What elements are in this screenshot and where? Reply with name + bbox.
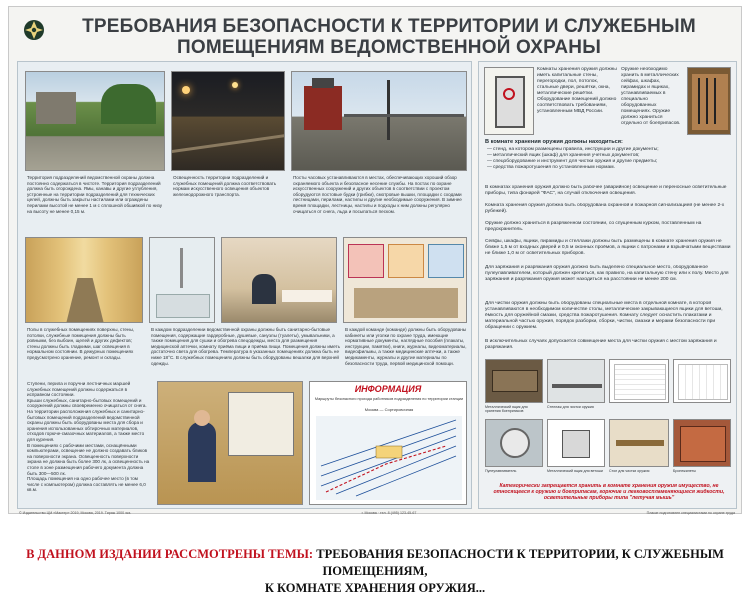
armory-para-storage: Оружие должно храниться в разряженном состоянии, со спущенным курком, поставленным на предохранитель. <box>485 221 702 232</box>
thumb-cleaning-table <box>609 419 669 467</box>
armory-para-cleaning: Для чистки оружия должны быть оборудованы специальные места в отдельной комнате, в которой устанавливаются в необходимом количестве столы, металлические закрывающиеся ящики для ветоши, ёмкость для оружейной смазки, средства пожаротушения. Комнату следует оснастить плакатами и материальной частью оружия, порядок разборки, сборки, чистки, смазки и мерами безопасности при обращении с оружием. <box>485 301 723 330</box>
footer-lead: В ДАННОМ ИЗДАНИИ РАССМОТРЕНЫ ТЕМЫ: <box>26 547 314 561</box>
footer-topics <box>0 546 750 597</box>
photo-corridor <box>25 237 143 323</box>
thumb-caption: Бронежилеты <box>673 469 696 473</box>
caption-rooms: В каждом подразделении ведомственной охраны должны быть санитарно-бытовые помещения, содержащие гардеробные, душевые, санузлы (туалеты), умывальники, а также помещения для сушки и обогрева спецодежды, места для размещения медицинской аптечки, комнату приёма пищи и приёма пищи. Помещения должны иметь достаточно света для обогрева. Температура в указанных помещениях должна быть не ниже 18°С. В служебных помещениях должны быть оборудованы вешалки для верхней одежды. <box>151 327 340 366</box>
info-board-title: ИНФОРМАЦИЯ <box>354 384 422 394</box>
credit-right: Плакат подготовлен специалистами по охране труда <box>646 511 735 515</box>
armory-box-note: Оружие необходимо хранить в металлических сейфах, шкафах, пирамидах и ящиках, устанавливаемых в специально оборудованных помещениях. Оружие должно храниться отдельно от боеприпасов. <box>621 67 681 126</box>
credit-left: © Издательство ЦМ «Мактер» 2019, Москва, 2019. Тираж 1000 экз. <box>19 511 132 515</box>
photo-shower-room <box>149 237 215 323</box>
caption-stairs: Ступени, перила и поручни лестничных маршей служебных помещений должны содержаться в исправном состоянии. Крыши служебных, санитарно-бытовых помещений и сооружений должны своевременно очищаться от снега. На территории расположения служебных и санитарно-бытовых помещений подразделений ведомственной охраны должны быть оборудованы места для сбора и хранения использованных обтирочных материалов, отходов горюче-смазочных материалов, а также место для курения. В помещениях с рабочими местами, оснащёнными компьютерами, освещение не должно создавать бликов на поверхности экрана. Освещенность поверхности экрана не должна быть более 300 лк, а освещенность на столе в зоне размещения рабочего документа должна быть 300—500 лк. Площадь помещения на одно рабочее место (в том числе с компьютером) должна составлять не менее 6,0 кв.м. <box>27 381 150 493</box>
poster-title-line2: ПОМЕЩЕНИЯМ ВЕДОМСТВЕННОЙ ОХРАНЫ <box>176 37 602 58</box>
info-board-subtitle: Маршруты безопасного прохода работников подразделения по территории станции <box>314 397 464 401</box>
photo-weapon-cabinet <box>687 67 731 135</box>
thumb-caption: Пулеулавливатель <box>485 469 517 473</box>
photo-territory <box>25 71 165 171</box>
thumb-poster-a <box>609 359 669 403</box>
armory-para-exception: В исключительных случаях допускается совмещение места для чистки оружия с местом заряжания и разряжания. <box>485 339 717 350</box>
armory-para-loading: Для заряжания и разряжания оружия должно быть выделено специальное место, оборудованное пулеулавливателем, который должен крепиться, как правило, на капитальную стену или к полу. Место для заряжания и разряжания оружия может находиться на расстоянии не менее 200 см. <box>485 265 729 282</box>
photo-guard-post <box>291 71 467 171</box>
thumb-poster-b <box>673 359 731 403</box>
footer-text-1: ТРЕБОВАНИЯ БЕЗОПАСНОСТИ К ТЕРРИТОРИИ, К СЛУЖЕБНЫМ ПОМЕЩЕНИЯМ, <box>313 547 724 578</box>
photo-computer-operator <box>157 381 303 505</box>
station-map <box>316 416 462 500</box>
info-board-place: Москва — Сортировочная <box>364 407 414 412</box>
caption-territory: Территория подразделений ведомственной охраны должна постоянно содержаться в чистоте. Территория подразделений должна быть огорождена. Ямы, канавы и другие углубления, устроенные на территории подразделений для технических целей, должны быть закрыты настилами или ограждены перилами высотой не менее 1 м с сплошной обшивкой по низу на высоту не менее 0,15 м. <box>27 175 163 214</box>
thumb-rag-box <box>547 419 605 467</box>
footer-text-2: К КОМНАТЕ ХРАНЕНИЯ ОРУЖИЯ... <box>264 581 486 595</box>
armory-para-placement: Сейфы, шкафы, ящики, пирамиды и стеллажи должны быть размещены в комнате хранения оружия не ближе 1,5 м от входных дверей и 0,5 м оконных проёмов, а ящики с патронами и взрывчатыми веществами не ближе 1,0 м от осветительных приборов. <box>485 239 731 256</box>
thumb-bullet-trap <box>485 419 543 467</box>
emblem-icon <box>23 17 45 43</box>
armory-warning: Категорически запрещается хранить в комнате хранения оружия имущество, не относящееся к оружию и боеприпасам, горючие и легковоспламеняющиеся жидкости, осветительные приборы типа "летучая мышь" <box>493 483 725 502</box>
safety-poster <box>8 6 742 514</box>
list-item: — средства пожаротушения по установленным нормам. <box>487 165 731 171</box>
thumb-caption: Металлический ящик для хранения боеприпасов <box>485 405 528 414</box>
photo-night-station <box>171 71 285 171</box>
caption-posts: Посты часовых устанавливаются в местах, обеспечивающих хороший обзор охраняемого объекта и безопасное несение службы. На постах по охране искусственных сооружений и других объектов в соответствии с проектом оборудуются постовые будки (грибки), смотровые вышки, площадки с сходами лестницами, перилами, настилы и другие необходимые сооружения. В зимнее время площадки, лестницы, настилы и подходы к ним должны регулярно очищаться от снега, льда и посыпаться песком. <box>293 175 462 214</box>
caption-duty: В каждой команде (команде) должны быть оборудованы кабинеты или уголки по охране труда, имеющие нормативные документы, наглядные пособия (плакаты, инструкции, памятки), книги, журналы, видеоматериалы, видеофильмы, а также медицинские аптечки, а также медикаменты, журналы и другие материалы по безопасности труда, первой медицинской помощи. <box>345 327 467 366</box>
list-item: — металлический ящик (шкаф) для хранения учетных документов; <box>487 153 731 159</box>
thumb-caption: Стеллаж для чистки оружия <box>547 405 594 409</box>
armory-must-have-heading: В комнате хранения оружия должны находиться: <box>485 139 623 145</box>
photo-safety-corner <box>343 237 467 323</box>
photo-armory-door <box>484 67 534 135</box>
photo-break-room <box>221 237 337 323</box>
caption-lighting: Освещенность территории подразделений и служебных помещений должна соответствовать нормам искусственного освещения объектов железнодорожного транспорта. <box>173 175 277 197</box>
armory-must-have-list <box>487 147 731 177</box>
list-item: — стенд, на котором размещены правила, инструкции и другие документы; <box>487 147 731 153</box>
armory-para-lighting: В комнатах хранения оружия должно быть рабочее (аварийное) освещение и переносные осветительные приборы, типа фонарей "ФАС", на случай отключения освещения. <box>485 185 727 196</box>
armory-para-alarm: Комната хранения оружия должна быть оборудована охранной и пожарной сигнализацией (не менее 2-х рубежей). <box>485 203 725 214</box>
list-item: — спецоборудование и инструмент для чистки оружия и другие предметы; <box>487 159 731 165</box>
info-board <box>309 381 467 505</box>
thumb-caption: Металлический ящик для ветоши <box>547 469 603 473</box>
poster-title <box>57 16 721 58</box>
thumb-armor-vests <box>673 419 731 467</box>
thumb-ammo-box <box>485 359 543 403</box>
credit-center: г. Москва · тел. 8 (495) 123-45-67 <box>361 511 417 515</box>
poster-title-line1: ТРЕБОВАНИЯ БЕЗОПАСНОСТИ К ТЕРРИТОРИИ И СЛУЖЕБНЫМ <box>82 16 696 37</box>
armory-intro: Комнаты хранения оружия должны иметь капитальные стены, перегородки, пол, потолок, стальные двери, решётки, окна, металлические решётки. Оборудование помещений должно соответствовать требованиям, установленным МВД России. <box>537 67 617 114</box>
thumb-caption: Стол для чистки оружия <box>609 469 650 473</box>
caption-floors: Полы в служебных помещениях поверхны, стены, потолки, служебные помещения должны быть ровными, без выбоин, щелей и других дефектов; стены должны быть гладкими, шаг освещения в нормальном состоянии. В дежурных помещениях предусмотрено хранение, ремонт и склады. <box>27 327 135 360</box>
thumb-cleaning-rack <box>547 359 605 403</box>
